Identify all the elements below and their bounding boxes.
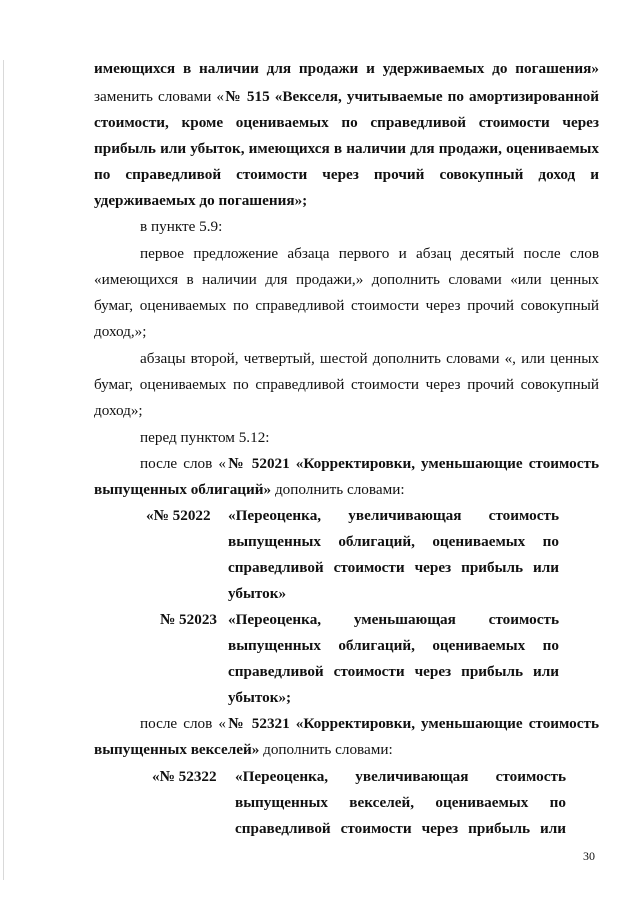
entry-text-line: «Переоценка, увеличивающая стоимость: [235, 768, 566, 785]
text-line: выпущенных векселей» дополнить словами:: [94, 741, 393, 758]
text-line: прибыль или убыток, имеющихся в наличии для продажи, оцениваемых: [94, 140, 599, 157]
text-line: заменить словами «№ 515 «Векселя, учитываемые по амортизированной: [94, 88, 599, 105]
entry-text-line: справедливой стоимости через прибыль или: [235, 820, 566, 837]
text-line: абзацы второй, четвертый, шестой дополнить словами «, или ценных: [140, 350, 599, 367]
text-line: по справедливой стоимости через прочий совокупный доход и: [94, 166, 599, 183]
entry-text-line: выпущенных облигаций, оцениваемых по: [228, 637, 559, 654]
entry-text-line: «Переоценка, уменьшающая стоимость: [228, 611, 559, 628]
text-line: «имеющихся в наличии для продажи,» дополнить словами «или ценных: [94, 271, 599, 288]
text-line: доход»;: [94, 402, 143, 419]
text-line: перед пунктом 5.12:: [140, 429, 270, 446]
entry-number: «№ 52022: [146, 507, 211, 524]
entry-text-line: убыток»: [228, 585, 287, 602]
entry-text-line: выпущенных векселей, оцениваемых по: [235, 794, 566, 811]
page-number: 30: [583, 849, 595, 863]
text-line: имеющихся в наличии для продажи и удерживаемых до погашения»: [94, 60, 599, 77]
entry-text-line: выпущенных облигаций, оцениваемых по: [228, 533, 559, 550]
entry-number: № 52023: [160, 611, 218, 628]
text-line: бумаг, оцениваемых по справедливой стоимости через прочий совокупный: [94, 376, 599, 393]
text-line: после слов «№ 52321 «Корректировки, уменьшающие стоимость: [140, 715, 600, 732]
text-line: выпущенных облигаций» дополнить словами:: [94, 481, 405, 498]
text-line: первое предложение абзаца первого и абзац десятый после слов: [140, 245, 599, 262]
scan-edge-line: [3, 60, 4, 880]
entry-text-line: справедливой стоимости через прибыль или: [228, 663, 559, 680]
text-line: стоимости, кроме оцениваемых по справедливой стоимости через: [94, 114, 599, 131]
text-line: удерживаемых до погашения»;: [94, 192, 308, 209]
text-line: в пункте 5.9:: [140, 218, 223, 235]
text-line: после слов «№ 52021 «Корректировки, уменьшающие стоимость: [140, 455, 600, 472]
entry-text-line: убыток»;: [228, 689, 292, 706]
text-line: бумаг, оцениваемых по справедливой стоимости через прочий совокупный: [94, 297, 599, 314]
entry-number: «№ 52322: [152, 768, 217, 785]
text-line: доход,»;: [94, 323, 147, 340]
entry-text-line: справедливой стоимости через прибыль или: [228, 559, 559, 576]
entry-text-line: «Переоценка, увеличивающая стоимость: [228, 507, 559, 524]
